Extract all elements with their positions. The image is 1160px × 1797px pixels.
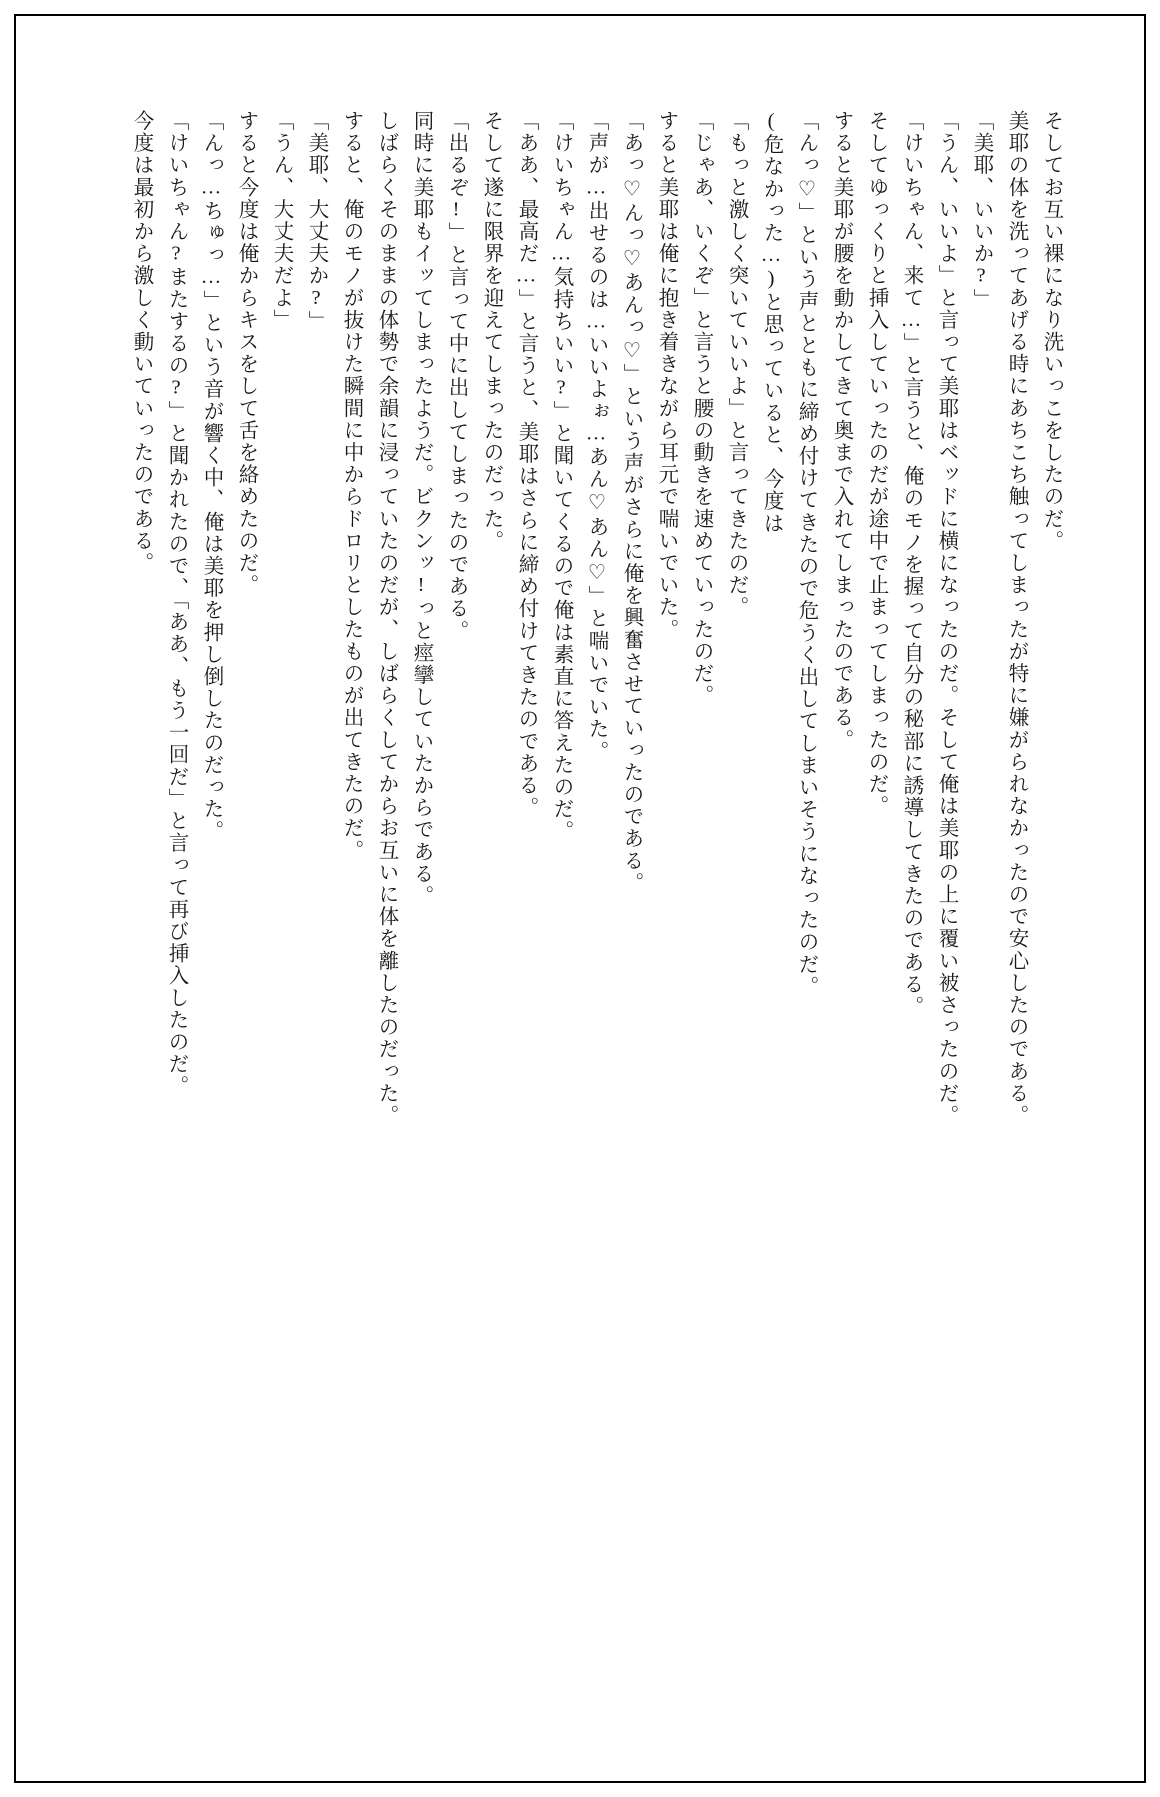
paragraph: 「うん、大丈夫だよ」: [270, 110, 292, 331]
paragraph: すると美耶が腰を動かしてきて奥まで入れてしまったのである。: [830, 110, 852, 751]
paragraph: 美耶の体を洗ってあげる時にあちこち触ってしまったが特に嫌がられなかったので安心したのである。: [1005, 110, 1027, 1127]
paragraph: 「うん、いいよ」と言って美耶はベッドに横になったのだ。そして俺は美耶の上に覆い被さったのだ。: [935, 110, 957, 1127]
paragraph: 「んっ…ちゅっ…」という音が響く中、俺は美耶を押し倒したのだった。: [200, 110, 222, 843]
paragraph: 「あっ♡んっ♡あんっ♡」という声がさらに俺を興奮させていったのである。: [620, 110, 642, 894]
paragraph: 「んっ♡」という声とともに締め付けてきたので危うく出してしまいそうになったのだ。: [795, 110, 817, 998]
paragraph: 「美耶、いいか?」: [970, 110, 992, 311]
paragraph: すると、俺のモノが抜けた瞬間に中からドロリとしたものが出てきたのだ。: [340, 110, 362, 862]
paragraph: しばらくそのままの体勢で余韻に浸っていたのだが、しばらくしてからお互いに体を離したのだった。: [375, 110, 397, 1127]
paragraph: 「けいちゃん?またするの?」と聞かれたので、「ああ、もう一回だ」と言って再び挿入したのだ。: [165, 110, 187, 1098]
paragraph: そしてお互い裸になり洗いっこをしたのだ。: [1040, 110, 1062, 552]
paragraph: すると今度は俺からキスをして舌を絡めたのだ。: [235, 110, 257, 597]
paragraph: 同時に美耶もイッてしまったようだ。ビクンッ!っと痙攣していたからである。: [410, 110, 432, 908]
paragraph: 「声が…出せるのは…いいよぉ…あん♡あん♡」と喘いでいた。: [585, 110, 607, 763]
paragraph: (危なかった…)と思っていると、今度は: [760, 110, 782, 535]
paragraph: 「じゃあ、いくぞ」と言うと腰の動きを速めていったのだ。: [690, 110, 712, 707]
paragraph: そして遂に限界を迎えてしまったのだった。: [480, 110, 502, 552]
paragraph: 「出るぞ!」と言って中に出してしまったのである。: [445, 110, 467, 642]
paragraph: そしてゆっくりと挿入していったのだが途中で止まってしまったのだ。: [865, 110, 887, 818]
paragraph: 「けいちゃん…気持ちいい?」と聞いてくるので俺は素直に答えたのだ。: [550, 110, 572, 843]
paragraph: 「もっと激しく突いていいよ」と言ってきたのだ。: [725, 110, 747, 619]
paragraph: 「美耶、大丈夫か?」: [305, 110, 327, 333]
paragraph: 「けいちゃん、来て…」と言うと、俺のモノを握って自分の秘部に誘導してきたのである。: [900, 110, 922, 1018]
novel-text-body: [48, 110, 1068, 1680]
paragraph: 今度は最初から激しく動いていったのである。: [130, 110, 152, 575]
paragraph: 「ああ、最高だ…」と言うと、美耶はさらに締め付けてきたのである。: [515, 110, 537, 819]
paragraph: すると美耶は俺に抱き着きながら耳元で喘いでいた。: [655, 110, 677, 641]
